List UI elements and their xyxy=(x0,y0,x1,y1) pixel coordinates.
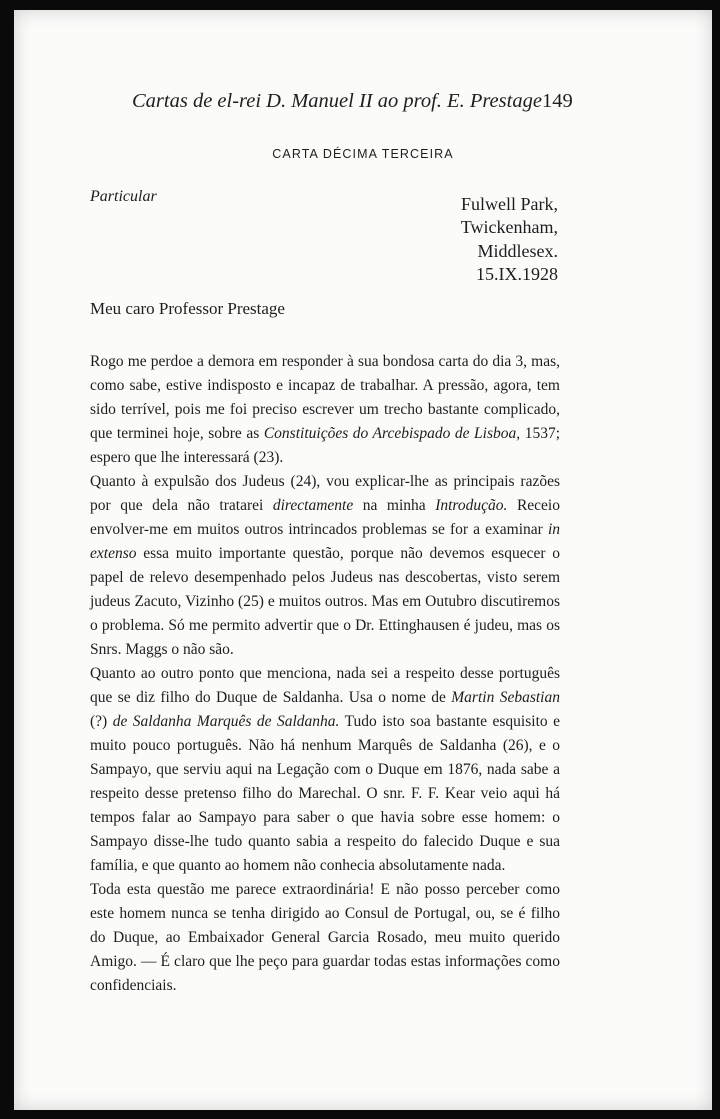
salutation: Meu caro Professor Prestage xyxy=(90,299,285,318)
address-line: Twickenham, xyxy=(460,217,558,238)
italic-text: de Saldanha Marquês de Saldanha. xyxy=(112,713,340,730)
letter-paragraph xyxy=(90,350,560,470)
italic-text: Constituições do Arcebispado de Lisboa xyxy=(263,425,517,442)
letter-paragraph xyxy=(90,878,560,998)
address-line: Fulwell Park, xyxy=(461,194,558,214)
letter-date: 15.IX.1928 xyxy=(476,263,558,284)
letter-paragraph xyxy=(90,662,560,878)
paragraph-text: Tudo isto soa bastante esquisito e muito pouco português. Não há nenhum Marquês de Saldanha (26), e o Sampayo, que serviu aqui na Legação com o Duque em 1876, nada sabe a respeito desse pretenso filho do Marechal. O snr. F. F. Kear veio aqui há tempos falar ao Sampayo para saber o que havia sobre esse homem: o Sampayo disse-lhe tudo quanto sabia a respeito do falecido Duque e sua família, e que quanto ao homem não conhecia absolutamente nada. xyxy=(90,713,560,874)
letter-heading: CARTA DÉCIMA TERCEIRA xyxy=(272,147,454,161)
paragraph-text: na minha xyxy=(353,497,436,514)
particular-marker: Particular xyxy=(90,188,157,205)
sender-address xyxy=(461,193,558,286)
paragraph-text: Receio envolver-me em muitos outros intrincados problemas se for a examinar xyxy=(90,497,560,538)
italic-text: Martin Sebastian xyxy=(451,689,560,706)
paragraph-text: , 1537; espero que lhe interessará (23). xyxy=(90,425,561,466)
running-head-title: Cartas de el-rei D. Manuel II ao prof. E. Prestage xyxy=(132,90,542,112)
address-line: Middlesex. xyxy=(477,240,558,261)
italic-text: in extenso xyxy=(90,521,560,562)
paragraph-text: Rogo me perdoe a demora em responder à sua bondosa carta do dia 3, mas, como sabe, estive indisposto e incapaz de trabalhar. A pressão, agora, tem sido terrível, pois me foi preciso escrever um trecho bastante complicado, que terminei hoje, sobre as xyxy=(90,353,560,442)
running-head xyxy=(132,90,572,113)
italic-text: directamente xyxy=(272,497,354,514)
page-number: 149 xyxy=(541,90,573,112)
letter-body xyxy=(90,350,560,998)
letter-paragraph xyxy=(90,470,560,662)
paragraph-text: Quanto à expulsão dos Judeus (24), vou explicar-lhe as principais razões por que dela não tratarei xyxy=(90,473,560,514)
paragraph-text: essa muito importante questão, porque não devemos esquecer o papel de relevo desempenhado pelos Judeus nas descobertas, visto serem judeus Zacuto, Vizinho (25) e muitos outros. Mas em Outubro discutiremos o problema. Só me permito advertir que o Dr. Ettinghausen é judeu, mas os Snrs. Maggs o não são. xyxy=(90,545,560,658)
paragraph-text: Quanto ao outro ponto que menciona, nada sei a respeito desse português que se diz filho do Duque de Saldanha. Usa o nome de xyxy=(90,665,560,706)
paragraph-text: (?) xyxy=(90,713,113,730)
italic-text: Introdução. xyxy=(435,497,508,514)
paragraph-text: Toda esta questão me parece extraordinária! E não posso perceber como este homem nunca se tenha dirigido ao Consul de Portugal, ou, se é filho do Duque, ao Embaixador General Garcia Rosado, meu muito querido Amigo. — É claro que lhe peço para guardar todas estas informações como confidenciais. xyxy=(90,881,560,994)
letter-page xyxy=(14,10,712,1110)
